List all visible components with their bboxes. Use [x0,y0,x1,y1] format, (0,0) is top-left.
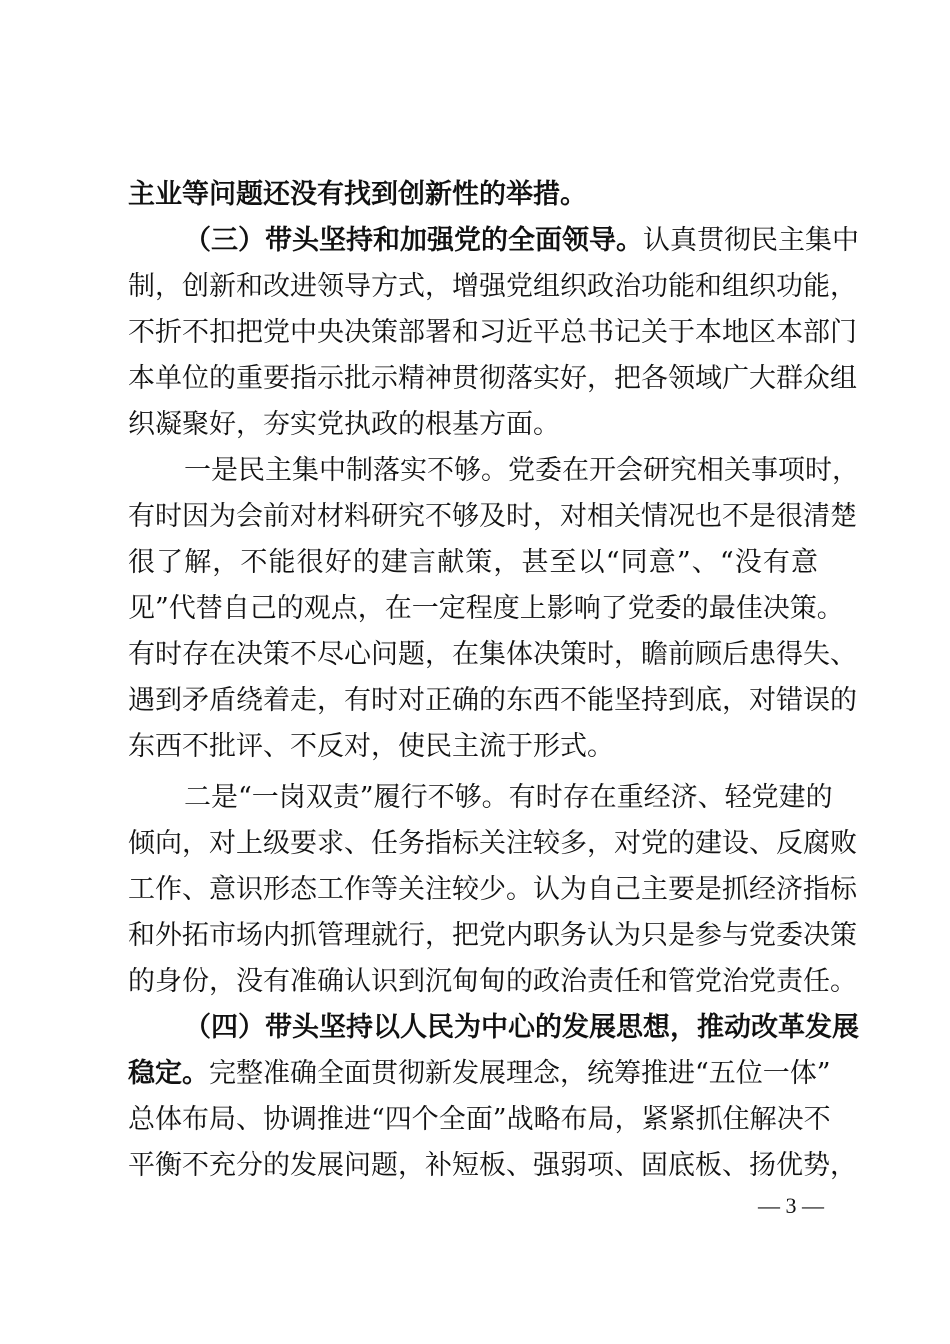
text-line-17 [128,913,857,959]
body-text: 认真贯彻民主集中 [643,225,859,256]
text-line-1 [128,172,818,218]
text-line-7 [184,448,859,494]
bold-text: （三）带头坚持和加强党的全面领导。 [184,225,643,256]
text-line-20 [128,1051,831,1097]
bold-text: 稳定。 [128,1058,209,1089]
text-line-16 [128,867,857,913]
body-text: 制，创新和改进领导方式，增强党组织政治功能和组织功能， [128,271,857,302]
text-line-6 [128,402,818,448]
body-text: 的身份，没有准确认识到沉甸甸的政治责任和管党治党责任。 [128,966,857,997]
text-line-10 [128,586,844,632]
body-text: 平衡不充分的发展问题，补短板、强弱项、固底板、扬优势， [128,1150,857,1181]
text-line-3 [128,264,857,310]
body-text: 一是民主集中制落实不够。党委在开会研究相关事项时， [184,455,859,486]
text-line-21 [128,1097,831,1143]
body-text: 见”代替自己的观点，在一定程度上影响了党委的最佳决策。 [128,593,844,624]
bold-text: （四）带头坚持以人民为中心的发展思想，推动改革发展 [184,1012,859,1043]
body-text: 本单位的重要指示批示精神贯彻落实好，把各领域广大群众组 [128,363,857,394]
body-text: 总体布局、协调推进“四个全面”战略布局，紧紧抓住解决不 [128,1104,831,1135]
text-line-18 [128,959,857,1005]
page-number: — 3 — [758,1193,824,1218]
body-text: 有时因为会前对材料研究不够及时，对相关情况也不是很清楚 [128,501,857,532]
body-text: 工作、意识形态工作等关注较少。认为自己主要是抓经济指标 [128,874,857,905]
text-line-13 [128,724,818,770]
body-text: 二是“一岗双责”履行不够。有时存在重经济、轻党建的 [184,782,833,813]
body-text: 不折不扣把党中央决策部署和习近平总书记关于本地区本部门 [128,317,857,348]
body-text: 遇到矛盾绕着走，有时对正确的东西不能坚持到底，对错误的 [128,685,857,716]
text-line-12 [128,678,857,724]
body-text: 织凝聚好，夯实党执政的根基方面。 [128,409,560,440]
body-text: 倾向，对上级要求、任务指标关注较多，对党的建设、反腐败 [128,828,857,859]
text-line-9 [128,540,818,586]
text-line-14 [184,775,833,821]
text-line-11 [128,632,857,678]
body-text: 和外拓市场内抓管理就行，把党内职务认为只是参与党委决策 [128,920,857,951]
text-line-5 [128,356,857,402]
section-heading-4 [184,1005,859,1051]
text-line-8 [128,494,857,540]
text-line-22 [128,1143,857,1189]
body-text: 很了解，不能很好的建言献策，甚至以“同意”、“没有意 [128,547,818,578]
body-text: 有时存在决策不尽心问题，在集体决策时，瞻前顾后患得失、 [128,639,857,670]
bold-text: 主业等问题还没有找到创新性的举措。 [128,179,587,210]
body-text: 东西不批评、不反对，使民主流于形式。 [128,731,614,762]
body-text: 完整准确全面贯彻新发展理念，统筹推进“五位一体” [209,1058,831,1089]
section-heading-3 [184,218,859,264]
text-line-15 [128,821,857,867]
text-line-4 [128,310,857,356]
